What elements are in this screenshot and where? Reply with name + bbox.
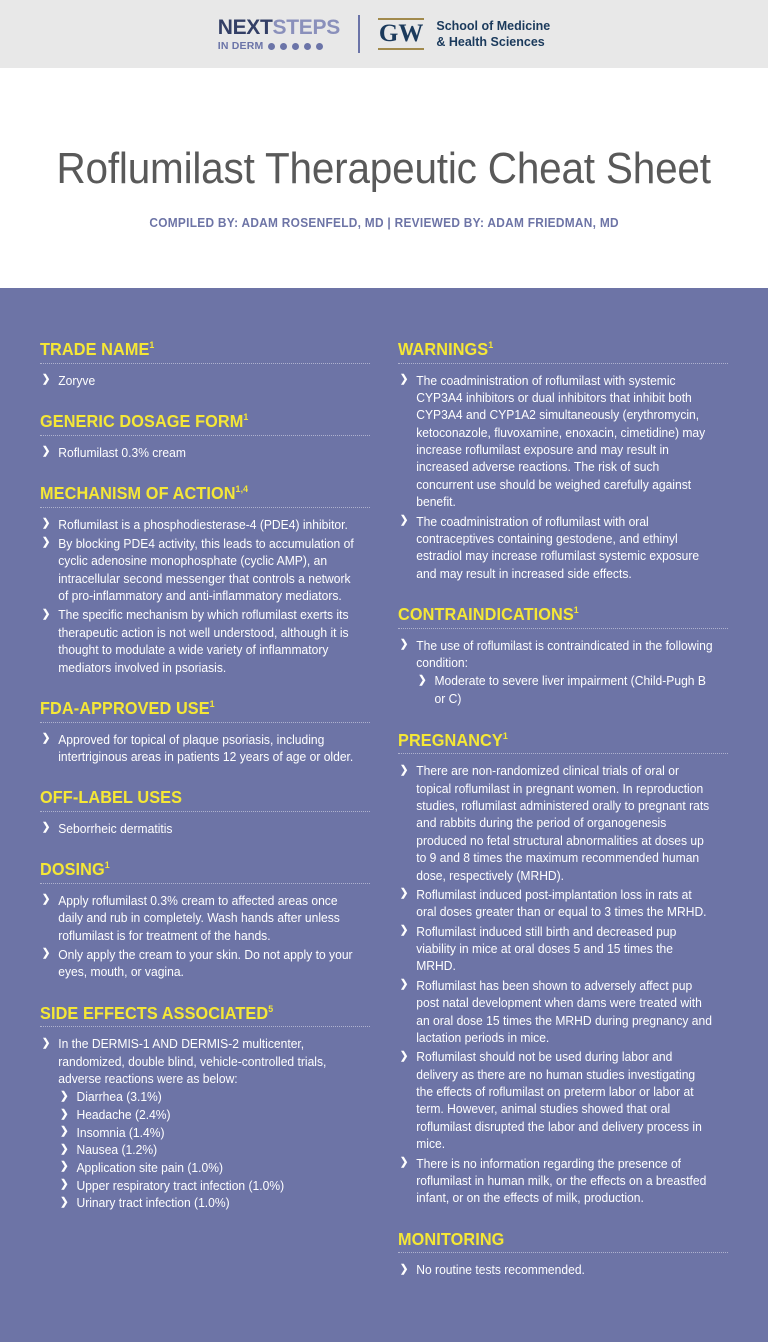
section-heading-text: SIDE EFFECTS ASSOCIATED — [40, 1002, 269, 1023]
section-monitoring — [398, 1230, 728, 1280]
sub-list-item: ❯ Upper respiratory tract infection (1.0%) — [58, 1178, 357, 1196]
sub-list-item: ❯ Nausea (1.2%) — [58, 1142, 357, 1160]
list-item-text: Roflumilast has been shown to adversely affect pup post natal development when dams were treated with an oral dose 15 times the MRHD during pregnancy and lactation periods in mice. — [416, 978, 712, 1045]
section-rule — [40, 883, 370, 884]
section-heading — [40, 340, 347, 360]
section-rule — [40, 435, 370, 436]
cheat-sheet-body — [0, 288, 768, 1342]
bullet-list — [40, 445, 370, 462]
section-heading — [40, 412, 347, 432]
section-trade-name — [40, 340, 370, 390]
section-off-label-uses — [40, 788, 370, 838]
section-heading-text: GENERIC DOSAGE FORM — [40, 410, 244, 431]
list-item-text: Seborrheic dermatitis — [58, 821, 173, 836]
section-heading-superscript: 5 — [268, 1003, 274, 1015]
section-rule — [398, 753, 728, 754]
section-generic-dosage-form — [40, 412, 370, 462]
section-rule — [40, 1026, 370, 1027]
section-rule — [398, 628, 728, 629]
gw-school-line-1: School of Medicine — [436, 19, 551, 33]
list-item — [398, 763, 715, 885]
sub-list-item: ❯ Diarrhea (3.1%) — [58, 1089, 357, 1107]
gw-monogram-text: GW — [378, 19, 424, 47]
brand-dots-icon — [268, 43, 323, 50]
sub-list-item: ❯ Urinary tract infection (1.0%) — [58, 1195, 357, 1213]
list-item-text: Roflumilast 0.3% cream — [58, 445, 186, 460]
list-item-text: The coadministration of roflumilast with systemic CYP3A4 inhibitors or dual inhibitors that inhibit both CYP3A4 and CYP1A2 simultaneously (erythromycin, ketoconazole, fluvoxamine, enoxacin, cimetidine) may increase roflumilast exposure and may result in increased adverse reactions. The risk of such concurrent use should be weighed carefully against benefit. — [416, 373, 706, 510]
list-item — [398, 978, 715, 1048]
list-item-text: Roflumilast induced post-implantation loss in rats at oral doses greater than or equal to 3 times the MRHD. — [416, 887, 707, 920]
section-rule — [40, 363, 370, 364]
list-item-text: Roflumilast should not be used during labor and delivery as there are no human studies investigating the effects of roflumilast on preterm labor or labor at term. However, animal studies showed that oral roflumilast disrupted the labor and delivery process in mice. — [416, 1050, 702, 1152]
header-logo-row — [218, 15, 551, 53]
list-item — [40, 893, 357, 945]
next-steps-wordmark — [218, 17, 340, 38]
list-item — [40, 607, 357, 677]
section-heading-superscript: 1 — [488, 340, 494, 352]
gw-logo[interactable] — [378, 18, 550, 50]
list-item-text: The use of roflumilast is contraindicated in the following condition: — [416, 638, 713, 671]
section-heading-text: CONTRAINDICATIONS — [398, 604, 574, 625]
section-rule — [40, 722, 370, 723]
bullet-list — [398, 373, 728, 584]
page-title: Roflumilast Therapeutic Cheat Sheet — [56, 144, 712, 193]
list-item-text: In the DERMIS-1 AND DERMIS-2 multicenter, randomized, double blind, vehicle-controlled trials, adverse reactions were as below: — [58, 1037, 327, 1087]
list-item — [40, 445, 357, 462]
section-heading — [398, 340, 705, 360]
gw-school-line-2: & Health Sciences — [436, 35, 545, 49]
page-byline: COMPILED BY: ADAM ROSENFELD, MD | REVIEWED BY: ADAM FRIEDMAN, MD — [149, 216, 619, 230]
section-heading-superscript: 1 — [104, 860, 110, 872]
list-item-text: There is no information regarding the presence of roflumilast in human milk, or the effects on a breastfed infant, or on the effects of milk, production. — [416, 1156, 707, 1206]
gw-school-name — [436, 18, 550, 50]
section-contraindications — [398, 605, 728, 709]
list-item — [40, 732, 357, 767]
list-item — [40, 536, 357, 606]
list-item — [398, 373, 715, 512]
bullet-list — [40, 821, 370, 838]
list-item — [398, 887, 715, 922]
list-item-text: Roflumilast is a phosphodiesterase-4 (PDE4) inhibitor. — [58, 517, 348, 532]
gw-rule-bottom — [378, 48, 424, 50]
list-item — [40, 1036, 357, 1213]
section-heading-text: OFF-LABEL USES — [40, 787, 183, 808]
sub-bullet-list — [416, 673, 715, 708]
section-heading-superscript: 1 — [149, 340, 155, 352]
section-rule — [398, 363, 728, 364]
section-heading-superscript: 1,4 — [235, 484, 249, 496]
section-side-effects-associated — [40, 1004, 370, 1213]
list-item-text: There are non-randomized clinical trials of oral or topical roflumilast in pregnant women. In reproduction studies, roflumilast administered orally to pregnant rats and rabbits during the period of organogenesis produced no fetal structural abnormalities at doses up to 9 and 8 times the maximum recommended human dose, respectively (MRHD). — [416, 764, 710, 883]
site-header — [0, 0, 768, 68]
section-mechanism-of-action — [40, 484, 370, 677]
brand-secondary-text: STEPS — [272, 15, 340, 39]
list-item-text: Only apply the cream to your skin. Do not apply to your eyes, mouth, or vagina. — [58, 947, 353, 980]
list-item-text: Apply roflumilast 0.3% cream to affected areas once daily and rub in completely. Wash hands after unless roflumilast is for treatment of the hands. — [58, 893, 340, 943]
list-item-text: Zoryve — [58, 373, 96, 388]
section-heading — [40, 860, 347, 880]
sub-list-item: ❯ Moderate to severe liver impairment (Child-Pugh B or C) — [416, 673, 715, 708]
section-heading-superscript: 1 — [209, 699, 215, 711]
list-item — [398, 1156, 715, 1208]
sub-list-item: ❯ Headache (2.4%) — [58, 1107, 357, 1125]
list-item — [40, 947, 357, 982]
list-item-text: By blocking PDE4 activity, this leads to accumulation of cyclic adenosine monophosphate (cyclic AMP), an intracellular second messenger that controls a network of pro-inflammatory and anti-inflammatory mediators. — [58, 536, 354, 604]
brand-tagline-row — [218, 41, 324, 52]
bullet-list — [40, 373, 370, 390]
section-dosing — [40, 860, 370, 981]
brand-tagline-text: IN DERM — [217, 39, 264, 52]
section-heading — [398, 605, 705, 625]
list-item-text: Approved for topical of plaque psoriasis, including intertriginous areas in patients 12 years of age or older. — [58, 732, 354, 764]
right-column — [398, 340, 728, 1282]
section-heading-superscript: 1 — [502, 730, 508, 742]
list-item — [40, 517, 357, 534]
bullet-list — [40, 517, 370, 677]
list-item-text: The coadministration of roflumilast with oral contraceptives containing gestodene, and ethinyl estradiol may increase roflumilast systemic exposure and may result in increased side effects. — [416, 514, 700, 581]
section-heading — [40, 484, 347, 504]
section-heading-text: MONITORING — [398, 1228, 505, 1249]
section-rule — [40, 507, 370, 508]
title-block — [0, 68, 768, 288]
section-warnings — [398, 340, 728, 583]
section-heading-text: TRADE NAME — [40, 339, 150, 359]
section-heading-text: DOSING — [40, 859, 105, 880]
section-heading-text: WARNINGS — [398, 339, 489, 359]
bullet-list — [40, 893, 370, 982]
section-rule — [40, 811, 370, 812]
list-item-text: The specific mechanism by which roflumilast exerts its therapeutic action is not well understood, although it is thought to modulate a wide variety of inflammatory mediators involved in psoriasis. — [58, 608, 349, 675]
section-fda-approved-use — [40, 699, 370, 766]
left-column — [40, 340, 370, 1282]
sub-list-item: ❯ Insomnia (1.4%) — [58, 1125, 357, 1143]
bullet-list — [398, 638, 728, 709]
section-heading — [40, 788, 347, 808]
bullet-list — [40, 732, 370, 767]
list-item — [398, 638, 715, 709]
header-divider — [358, 15, 360, 53]
section-rule — [398, 1252, 728, 1253]
list-item-text: Roflumilast induced still birth and decreased pup viability in mice at oral doses 5 and 15 times the MRHD. — [416, 924, 677, 974]
list-item — [398, 514, 715, 584]
next-steps-in-derm-logo[interactable] — [218, 17, 340, 52]
list-item — [40, 821, 357, 838]
list-item — [398, 924, 715, 976]
section-heading-text: MECHANISM OF ACTION — [40, 482, 236, 503]
sub-bullet-list — [58, 1089, 357, 1212]
list-item — [40, 373, 357, 390]
sub-list-item: ❯ Application site pain (1.0%) — [58, 1160, 357, 1178]
section-heading — [398, 731, 705, 751]
section-heading — [40, 1004, 347, 1024]
section-heading-text: PREGNANCY — [398, 729, 503, 750]
bullet-list — [398, 763, 728, 1207]
section-pregnancy — [398, 731, 728, 1208]
section-heading-superscript: 1 — [573, 605, 579, 617]
list-item — [398, 1049, 715, 1153]
section-heading — [40, 699, 347, 719]
gw-monogram — [378, 18, 424, 50]
bullet-list — [40, 1036, 370, 1213]
section-heading-superscript: 1 — [243, 412, 249, 424]
section-heading — [398, 1230, 705, 1250]
brand-primary-text: NEXT — [217, 15, 273, 39]
list-item-text: No routine tests recommended. — [416, 1263, 585, 1278]
section-heading-text: FDA-APPROVED USE — [40, 697, 210, 718]
